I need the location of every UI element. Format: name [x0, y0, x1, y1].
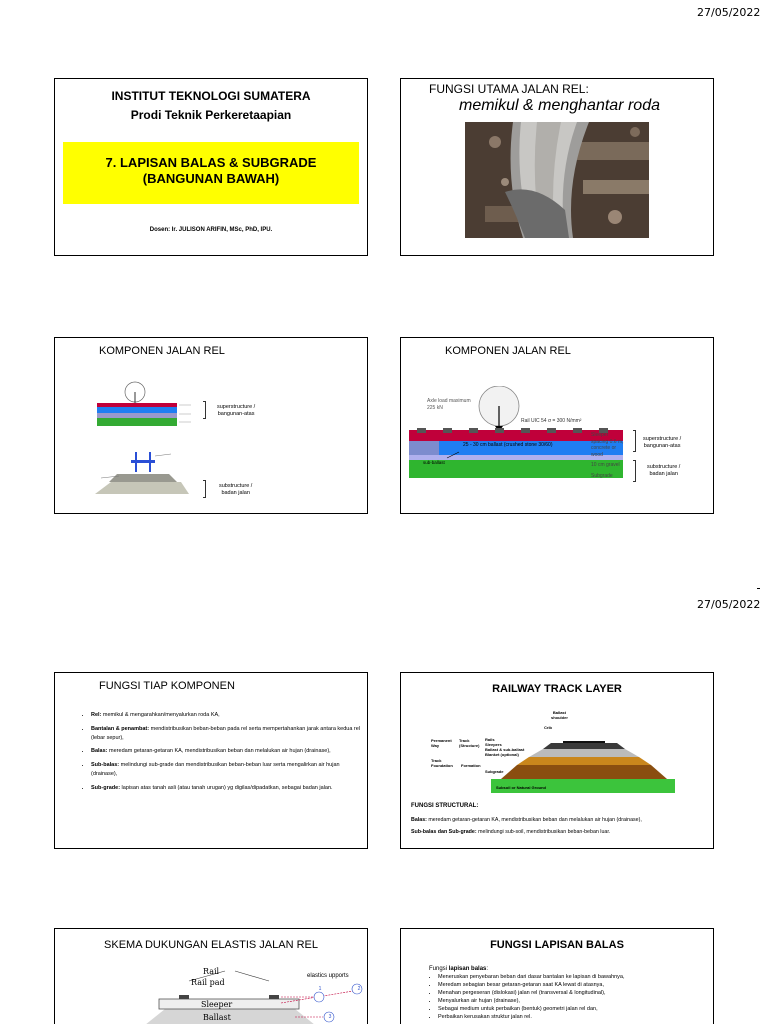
function-1-text: meredam getaran-getaran KA, mendistribusikan beban dan melalukan air hujan (drainase), [426, 817, 642, 823]
sleeper-line-3: concrete or [591, 445, 617, 451]
rail-label: Rail [203, 967, 220, 976]
item-text: lapisan atas tanah asli (atau tanah urugan) yg digilas/dipadatkan, sebagai badan jalan. [120, 784, 333, 791]
list-item: • Sebagai medium untuk perbaikan (bentuk) geometri jalan rel dan, [438, 1006, 714, 1014]
ballast-function-list [429, 974, 714, 1022]
sleeper-label [591, 432, 624, 458]
function-1-term: Balas: [411, 817, 427, 823]
layer-blanket: Blanket (optional) [485, 752, 519, 757]
topic-line-1: 7. LAPISAN BALAS & SUBGRADE [105, 155, 317, 170]
permanent-line-1: Permanent [431, 738, 452, 743]
item-text: memikul & mengarahkan/menyalurkan roda KA, [101, 712, 220, 718]
page-mark [757, 588, 760, 589]
item-text: melindungi sub-grade dan mendistribusikan beban-beban luar serta mengalirkan air hujan (drainase), [91, 762, 340, 777]
list-item: • Menyalurkan air hujan (drainase), [438, 998, 714, 1006]
layer-subgrade: Subgrade [485, 769, 504, 774]
list-item: • Menahan pergeseran (dislokasi) jalan rel (transversal & longitudinal), [438, 990, 714, 998]
label-super-line-1: superstructure / [217, 404, 256, 410]
rail-label: Rail UIC 54 σ = 300 N/mm² [521, 418, 582, 424]
permanent-way-label [431, 739, 452, 749]
label-sub-line-2: badan jalan [221, 490, 250, 497]
slide-title: SKEMA DUKUNGAN ELASTIS JALAN REL [104, 939, 318, 951]
slide-title: KOMPONEN JALAN REL [99, 345, 225, 357]
function-1 [411, 817, 706, 823]
layer-labels [485, 737, 524, 757]
page-date-middle: 27/05/2022 [697, 598, 761, 611]
slide-title: FUNGSI TIAP KOMPONEN [99, 680, 235, 692]
sleeper-line-4: wood [591, 451, 603, 458]
list-item [91, 725, 361, 743]
sub-ballast-label: sub-ballast [423, 460, 445, 465]
component-function-list [77, 711, 361, 798]
natural-ground-label: Subsoil or Natural Ground [496, 785, 547, 790]
track-structure-line-1: Track [459, 738, 470, 743]
ballast-shoulder-line-2: shoulder [551, 714, 568, 720]
gravel-label: 10 cm gravel [591, 462, 620, 468]
item-term: Sub-balas: [91, 762, 120, 769]
item-term: Rel: [91, 712, 102, 718]
axle-line-1: Axle load maximum [427, 398, 471, 404]
slide-subtitle: memikul & menghantar roda [459, 97, 660, 114]
label-superstructure [643, 436, 681, 450]
list-item [91, 761, 361, 779]
label-super-line-1: superstructure / [643, 436, 682, 442]
item-term: Bantalan & penambat: [91, 725, 150, 732]
axle-line-2: 225 kN [427, 404, 443, 411]
label-super-line-2: bangunan-atas [217, 411, 255, 418]
institute-name: INSTITUT TEKNOLOGI SUMATERA [111, 89, 311, 103]
axle-load-label [427, 398, 471, 411]
ballast-label: Ballast [203, 1013, 231, 1022]
layer-sleepers: Sleepers [485, 742, 502, 747]
support-number-1: 1 [318, 986, 322, 992]
sleeper-label: Sleeper [201, 1000, 233, 1009]
label-sub-line-1: substructure / [219, 483, 253, 489]
track-diagram-cross-section [95, 378, 213, 430]
prodi-name: Prodi Teknik Perkeretaapian [130, 108, 292, 122]
item-term: Balas: [91, 748, 108, 755]
support-number-3: 3 [328, 1014, 332, 1020]
item-term: Sub-grade: [91, 784, 121, 791]
list-item [91, 747, 361, 756]
list-item [91, 711, 361, 720]
slide-title: FUNGSI LAPISAN BALAS [490, 939, 624, 951]
topic-highlight [63, 142, 359, 204]
label-superstructure [217, 404, 255, 418]
intro-term: lapisan balas [448, 966, 487, 972]
layer-rails: Rails [485, 737, 495, 742]
intro-suffix: : [486, 966, 489, 972]
label-substructure [219, 483, 252, 497]
lecturer-name: Dosen: Ir. JULISON ARIFIN, MSc, PhD, IPU. [149, 227, 273, 233]
permanent-line-2: Way [431, 742, 440, 748]
elastic-supports-label: elastics upports [307, 973, 349, 979]
slide-main-function [400, 78, 714, 256]
ballast-intro [429, 966, 488, 972]
formation-label: Formation [461, 763, 481, 768]
support-number-2: 2 [357, 986, 361, 992]
slide-title: RAILWAY TRACK LAYER [492, 683, 622, 695]
ballast-label: 25 - 30 cm ballast (crushed stone 30/60) [463, 442, 553, 448]
label-sub-line-2: badan jalan [649, 471, 678, 478]
topic-line-2: (BANGUNAN BAWAH) [142, 171, 280, 186]
sleeper-line-1: Sleeper [591, 432, 609, 438]
slide-title: KOMPONEN JALAN REL [445, 345, 571, 357]
slide-title: FUNGSI UTAMA JALAN REL: [429, 82, 589, 96]
track-structure-line-2: (Structure) [459, 742, 480, 748]
slide-title [54, 78, 368, 256]
list-item: • Meneruskan penyebaran beban dari dasar bantalan ke lapisan di bawahnya, [438, 974, 714, 982]
item-text: mendistribusikan beban-beban pada rel serta mempertahankan jarak antara kedua rel (lebar sepur), [91, 725, 361, 741]
slide-component-functions [54, 672, 368, 849]
track-foundation-line-1: Track [431, 758, 442, 763]
slide-track-layer [400, 672, 714, 849]
crib-label: Crib [544, 725, 552, 730]
track-foundation-label [431, 759, 453, 769]
layer-ballast: Ballast & sub-ballast [485, 747, 525, 752]
list-item: • Meredam sebagian besar getaran-getaran saat KA lewat di atasnya, [438, 982, 714, 990]
sleeper-line-2: spacing 0.6 m, [591, 438, 624, 445]
slide-elastic-support [54, 928, 368, 1024]
subgrade-label: Subgrade [591, 473, 613, 479]
track-diagram-embankment [91, 448, 191, 500]
label-super-line-2: bangunan-atas [643, 443, 681, 450]
item-text: meredam getaran-getaran KA, mendistribusikan beban dan melalukan air hujan (drainase), [107, 748, 331, 755]
functions-title: FUNGSI STRUCTURAL: [411, 803, 479, 809]
function-2-text: melindungi sub-soil, mendistribusikan beban-beban luar. [476, 829, 611, 835]
rail-pad-label: Rail pad [191, 978, 225, 987]
intro-prefix: Fungsi [429, 966, 449, 972]
wheel-on-rail-photo [465, 122, 649, 238]
slide-components-small [54, 337, 368, 514]
track-structure-label [459, 739, 479, 749]
slide-ballast-functions [400, 928, 714, 1024]
function-2 [411, 829, 706, 835]
slide-components-large [400, 337, 714, 514]
page-date-top: 27/05/2022 [697, 6, 761, 19]
track-foundation-line-2: Foundation [431, 762, 453, 768]
list-item [91, 784, 361, 793]
label-sub-line-1: substructure / [647, 464, 681, 470]
label-substructure [647, 464, 680, 478]
ballast-shoulder-line-1: Ballast [552, 710, 566, 715]
ballast-shoulder-label [551, 711, 568, 721]
list-item: • Perbaikan kerusakan struktur jalan rel. [438, 1014, 714, 1022]
function-2-term: Sub-balas dan Sub-grade: [411, 829, 477, 835]
